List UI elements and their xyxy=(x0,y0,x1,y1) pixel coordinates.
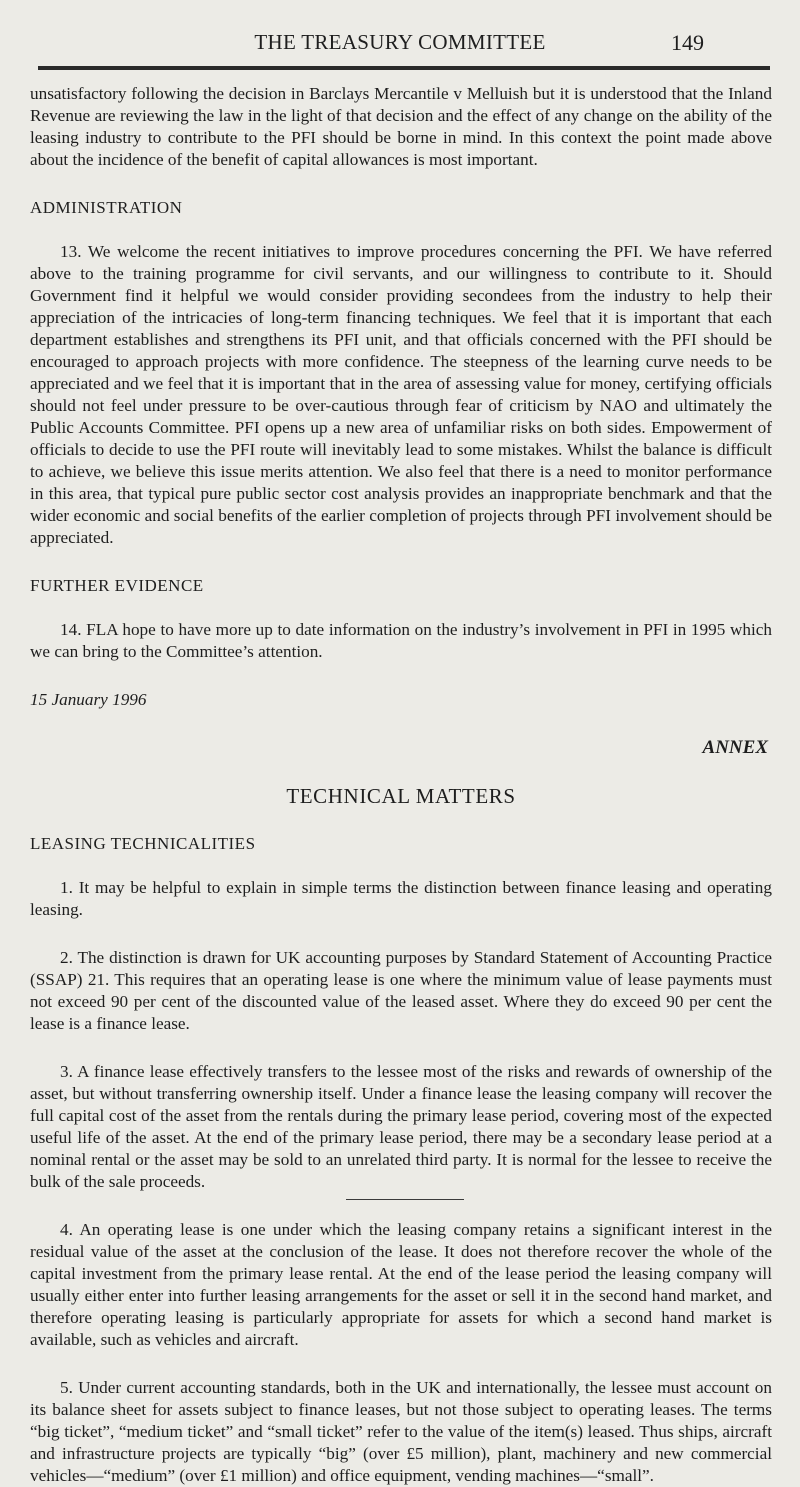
heading-administration: ADMINISTRATION xyxy=(30,198,183,217)
annex-paragraph-5: 5. Under current accounting standards, both in the UK and internationally, the lessee must account on its balance sheet for assets subject to finance leases, but not those subject to operating leases. The terms “big ticket”, “medium ticket” and “small ticket” refer to the value of the item(s) leased. Thus ships, aircraft and infrastructure projects are typically “big” (over £5 million), plant, machinery and new commercial vehicles—“medium” (over £1 million) and office equipment, vending machines—“small”. xyxy=(30,1378,772,1485)
annex-paragraph-3: 3. A finance lease effectively transfers to the lessee most of the risks and rewards of ownership of the asset, but without transferring ownership itself. Under a finance lease the leasing company will recover the full capital cost of the asset from the rentals during the primary lease period, covering most of the expected useful life of the asset. At the end of the primary lease period, there may be a secondary lease period at a nominal rental or the asset may be sold to an unrelated third party. It is normal for the lessee to receive the bulk of the sale proceeds. xyxy=(30,1062,772,1191)
annex-label: ANNEX xyxy=(702,737,768,758)
annex-paragraph-4: 4. An operating lease is one under which the leasing company retains a significant interest in the residual value of the asset at the conclusion of the lease. It does not therefore recover the whole of the capital investment from the primary lease rental. At the end of the lease period the leasing company will usually either enter into further leasing arrangements for the asset or sell it in the second hand market, and therefore operating leasing is particularly appropriate for assets for which a second hand market is available, such as vehicles and aircraft. xyxy=(30,1220,772,1349)
annex-paragraph-1: 1. It may be helpful to explain in simple terms the distinction between finance leasing and operating leasing. xyxy=(30,878,772,919)
heading-further-evidence: FURTHER EVIDENCE xyxy=(30,576,204,595)
heading-leasing-technicalities: LEASING TECHNICALITIES xyxy=(30,834,256,853)
paragraph-13: 13. We welcome the recent initiatives to improve procedures concerning the PFI. We have referred above to the training programme for civil servants, and our willingness to contribute to it. Should Government find it helpful we would consider providing secondees from the industry to help their appreciation of the intricacies of long-term financing techniques. We feel that it is important that each department establishes and strengthens its PFI unit, and that officials concerned with the PFI should be encouraged to approach projects with more confidence. The steepness of the learning curve needs to be appreciated and we feel that it is important that in the area of assessing value for money, certifying officials should not feel under pressure to be over-cautious through fear of criticism by NAO and ultimately the Public Accounts Committee. PFI opens up a new area of unfamiliar risks on both sides. Empowerment of officials to decide to use the PFI route will inevitably lead to some mistakes. Whilst the balance is difficult to achieve, we believe this issue merits attention. We also feel that there is a need to monitor performance in this area, that typical pure public sector cost analysis provides an inappropriate benchmark and that the wider economic and social benefits of the earlier completion of projects through PFI involvement should be appreciated. xyxy=(30,242,772,547)
body-text xyxy=(30,83,772,1487)
running-header xyxy=(0,0,800,55)
header-rule xyxy=(38,66,770,70)
annex-paragraph-2: 2. The distinction is drawn for UK accounting purposes by Standard Statement of Accounting Practice (SSAP) 21. This requires that an operating lease is one where the minimum value of lease payments must not exceed 90 per cent of the discounted value of the leased asset. Where they do exceed 90 per cent the lease is a finance lease. xyxy=(30,948,772,1033)
footer-rule xyxy=(346,1199,464,1200)
running-title: THE TREASURY COMMITTEE xyxy=(254,30,546,54)
paragraph-intro: unsatisfactory following the decision in Barclays Mercantile v Melluish but it is understood that the Inland Revenue are reviewing the law in the light of that decision and the effect of any change on the ability of the leasing industry to contribute to the PFI should be borne in mind. In this context the point made above about the incidence of the benefit of capital allowances is most important. xyxy=(30,84,772,169)
page-number: 149 xyxy=(671,30,704,55)
date-line: 15 January 1996 xyxy=(30,690,147,709)
paragraph-14: 14. FLA hope to have more up to date information on the industry’s involvement in PFI in 1995 which we can bring to the Committee’s attention. xyxy=(30,620,772,661)
annex-title: TECHNICAL MATTERS xyxy=(286,784,516,808)
